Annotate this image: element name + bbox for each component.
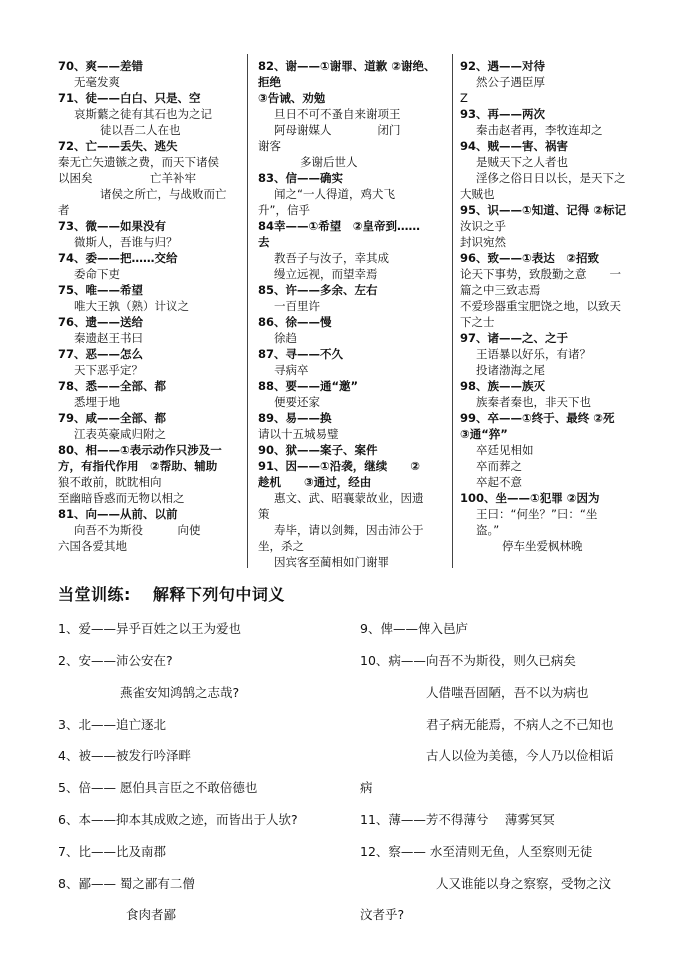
vocab-entry-heading: 95、识——①知道、记得 ②标记 <box>460 203 626 217</box>
vocab-example-line: 投诸渤海之尾 <box>476 363 545 377</box>
vocab-example-line: 盗。” <box>476 523 500 537</box>
vocab-entry-heading: 77、恶——怎么 <box>58 347 144 361</box>
vocab-entry-heading: 79、咸——全部、都 <box>58 411 167 425</box>
vocab-example-line: 教吾子与汝子，幸其成 <box>274 251 389 265</box>
vocab-entry-heading: 87、寻——不久 <box>258 347 344 361</box>
exercise-line: 12、察—— 水至清则无鱼，人至察则无徒 <box>360 844 593 859</box>
vocab-example-line: 闻之“一人得道，鸡犬飞 <box>274 187 395 201</box>
vocab-entry-heading: 75、唯——希望 <box>58 283 144 297</box>
exercise-line: 9、俾——俾入邑庐 <box>360 621 468 636</box>
vocab-entry-heading: 72、亡——丢失、逃失 <box>58 139 178 153</box>
vocab-example-line: 徒以吾二人在也 <box>100 123 181 137</box>
vocab-example-line: 天下恶乎定？ <box>74 363 143 377</box>
vocab-example-line: 谢客 <box>258 139 281 153</box>
vocab-entry-heading: 92、遇——对待 <box>460 59 546 73</box>
vocab-entry-heading: 91、因——①沿袭，继续 ② <box>258 459 420 473</box>
vocab-entry-heading: 71、徒——白白、只是、空 <box>58 91 201 105</box>
vocab-example-line: 阿母谢媒人 闭门 <box>274 123 401 137</box>
section-subtitle: 解释下列句中词义 <box>152 585 285 604</box>
vocab-example-line: 唯大王孰（熟）计议之 <box>74 299 189 313</box>
section-title: 当堂训练: <box>58 585 131 604</box>
vocab-entry-heading: 拒绝 <box>258 75 281 89</box>
vocab-example-line: 多谢后世人 <box>300 155 358 169</box>
vocab-example-line: 下之士 <box>460 315 495 329</box>
vocab-example-line: 是贼天下之人者也 <box>476 155 568 169</box>
column-divider <box>452 54 453 568</box>
vocab-example-line: 狼不敢前，眈眈相向 <box>58 475 162 489</box>
exercise-line: 燕雀安知鸿鹄之志哉? <box>120 685 240 700</box>
vocab-example-line: 徐趋 <box>274 331 297 345</box>
exercise-line: 11、薄——芳不得薄兮 薄雾冥冥 <box>360 812 555 827</box>
section-heading <box>58 582 285 605</box>
vocab-example-line: 旦日不可不蚤自来谢项王 <box>274 107 401 121</box>
exercise-line: 4、被——被发行吟泽畔 <box>58 748 191 763</box>
exercise-line: 8、鄙—— 蜀之鄙有二僧 <box>58 876 195 891</box>
vocab-entry-heading: 82、谢——①谢罪、道歉 ②谢绝、 <box>258 59 436 73</box>
vocab-example-line: 寿毕，请以剑舞，因击沛公于 <box>274 523 424 537</box>
vocab-column-1 <box>58 58 240 554</box>
vocab-entry-heading: 93、再——两次 <box>460 107 546 121</box>
exercise-line: 人又谁能以身之察察，受物之汶 <box>436 876 612 891</box>
column-divider <box>247 54 248 568</box>
vocab-entry-heading: 89、易——换 <box>258 411 332 425</box>
vocab-example-line: Z <box>460 91 468 105</box>
vocab-example-line: 缦立远视，而望幸焉 <box>274 267 378 281</box>
exercise-line: 3、北——追亡逐北 <box>58 717 166 732</box>
vocab-example-line: 秦无亡矢遗镞之费，而天下诸侯 <box>58 155 219 169</box>
vocab-entry-heading: ③告诫、劝勉 <box>258 91 326 105</box>
exercise-line: 病 <box>360 780 373 795</box>
vocab-example-line: 便要还家 <box>274 395 320 409</box>
vocab-example-line: 向吾不为斯役 向使 <box>74 523 201 537</box>
vocab-entry-heading: 83、信——确实 <box>258 171 344 185</box>
vocab-example-line: 汝识之乎 <box>460 219 506 233</box>
vocab-entry-heading: 84幸——①希望 ②皇帝到…… <box>258 219 420 233</box>
vocab-example-line: 诸侯之所亡，与战败而亡 <box>100 187 227 201</box>
vocab-entry-heading: 80、相——①表示动作只涉及一 <box>58 443 222 457</box>
vocab-example-line: 请以十五城易璧 <box>258 427 339 441</box>
vocab-example-line: 以困矣 亡羊补牢 <box>58 171 196 185</box>
vocab-example-line: 秦击赵者再，李牧连却之 <box>476 123 603 137</box>
exercise-line: 2、安——沛公安在? <box>58 653 173 668</box>
vocab-entry-heading: 70、爽——差错 <box>58 59 144 73</box>
vocab-column-2 <box>258 58 446 570</box>
vocab-example-line: 论天下事势，致殷勤之意 一 <box>460 267 621 281</box>
vocab-example-line: 因宾客至蔺相如门谢罪 <box>274 555 389 569</box>
vocab-entry-heading: 99、卒——①终于、最终 ②死 <box>460 411 615 425</box>
vocab-example-line: 悉埋于地 <box>74 395 120 409</box>
vocab-entry-heading: 趁机 ③通过，经由 <box>258 475 372 489</box>
vocab-example-line: 封识宛然 <box>460 235 506 249</box>
vocab-example-line: 族秦者秦也，非天下也 <box>476 395 591 409</box>
vocab-example-line: 篇之中三致志焉 <box>460 283 541 297</box>
vocab-entry-heading: 73、微——如果没有 <box>58 219 167 233</box>
vocab-example-line: 王曰：“何坐？”曰：“坐 <box>476 507 598 521</box>
vocab-entry-heading: 88、要——通“邀” <box>258 379 359 393</box>
vocab-example-line: 停车坐爱枫林晚 <box>502 539 583 553</box>
exercise-line: 人借嗤吾固陋，吾不以为病也 <box>426 685 589 700</box>
vocab-example-line: 大贼也 <box>460 187 495 201</box>
vocab-example-line: 微斯人，吾谁与归？ <box>74 235 178 249</box>
vocab-example-line: 惠文、武、昭襄蒙故业，因遗 <box>274 491 424 505</box>
vocab-example-line: 委命下吏 <box>74 267 120 281</box>
vocab-example-line: 至幽暗昏惑而无物以相之 <box>58 491 185 505</box>
vocab-example-line: 淫侈之俗日日以长，是天下之 <box>476 171 626 185</box>
vocab-example-line: 秦遗赵王书曰 <box>74 331 143 345</box>
vocab-example-line: 六国各爱其地 <box>58 539 127 553</box>
vocab-example-line: 不爱珍器重宝肥饶之地，以致天 <box>460 299 621 313</box>
vocab-entry-heading: 去 <box>258 235 270 249</box>
exercise-line: 6、本——抑本其成败之迹，而皆出于人欤? <box>58 812 298 827</box>
vocab-entry-heading: 90、狱——案子、案件 <box>258 443 378 457</box>
vocab-entry-heading: 81、向——从前、以前 <box>58 507 178 521</box>
exercise-line: 古人以俭为美德，今人乃以俭相诟 <box>426 748 614 763</box>
exercise-line: 食肉者鄙 <box>126 907 177 922</box>
vocab-entry-heading: 方，有指代作用 ②帮助、辅助 <box>58 459 218 473</box>
vocab-example-line: 卒起不意 <box>476 475 522 489</box>
vocab-entry-heading: 98、族——族灭 <box>460 379 546 393</box>
vocab-example-line: 哀斯蘩之徒有其石也为之记 <box>74 107 212 121</box>
vocab-example-line: 无毫发爽 <box>74 75 120 89</box>
vocab-example-line: 然公子遇臣厚 <box>476 75 545 89</box>
exercise-line: 1、爱——异乎百姓之以王为爱也 <box>58 621 241 636</box>
vocab-example-line: 寻病卒 <box>274 363 309 377</box>
vocab-entry-heading: 76、遗——送给 <box>58 315 144 329</box>
vocab-example-line: 卒廷见相如 <box>476 443 534 457</box>
exercise-line: 5、倍—— 愿伯具言臣之不敢倍德也 <box>58 780 258 795</box>
vocab-example-line: 一百里许 <box>274 299 320 313</box>
vocab-example-line: 王语暴以好乐，有诸？ <box>476 347 591 361</box>
vocab-entry-heading: 85、许——多余、左右 <box>258 283 378 297</box>
vocab-entry-heading: 94、贼——害、祸害 <box>460 139 569 153</box>
vocab-entry-heading: 74、委——把……交给 <box>58 251 178 265</box>
vocab-entry-heading: ③通“猝” <box>460 427 508 441</box>
vocab-entry-heading: 96、致——①表达 ②招致 <box>460 251 599 265</box>
vocab-example-line: 坐，杀之 <box>258 539 304 553</box>
vocab-example-line: 升”，信乎 <box>258 203 310 217</box>
vocab-example-line: 者 <box>58 203 70 217</box>
exercise-line: 10、病——向吾不为斯役，则久已病矣 <box>360 653 576 668</box>
vocab-example-line: 江表英豪咸归附之 <box>74 427 166 441</box>
vocab-example-line: 策 <box>258 507 270 521</box>
vocab-entry-heading: 78、悉——全部、都 <box>58 379 167 393</box>
exercise-line: 汶者乎? <box>360 907 405 922</box>
exercise-line: 7、比——比及南郡 <box>58 844 166 859</box>
vocab-column-3 <box>460 58 644 554</box>
vocab-entry-heading: 97、诸——之、之于 <box>460 331 569 345</box>
vocab-example-line: 卒而葬之 <box>476 459 522 473</box>
exercise-line: 君子病无能焉，不病人之不己知也 <box>426 717 614 732</box>
vocab-entry-heading: 100、坐——①犯罪 ②因为 <box>460 491 600 505</box>
vocab-entry-heading: 86、徐——慢 <box>258 315 332 329</box>
